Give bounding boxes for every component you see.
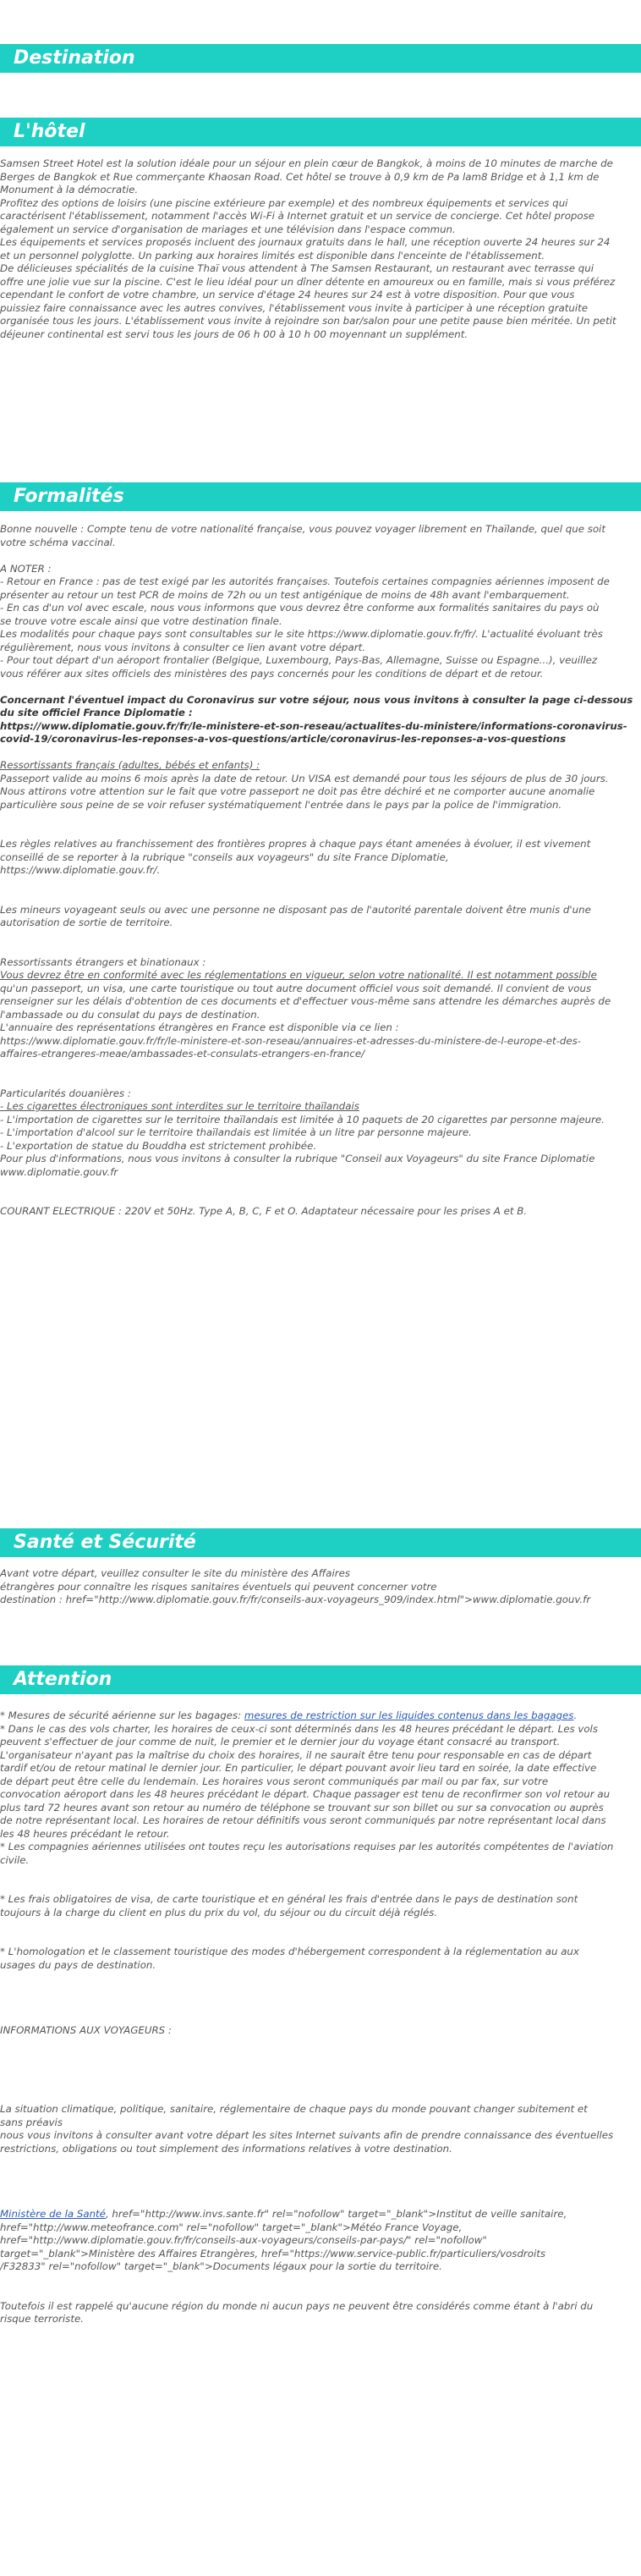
blank-line [0,1867,641,1880]
text-line: l'ambassade ou du consulat du pays de destination. [0,1008,260,1021]
blank-line [0,1985,641,1999]
section-title-hotel: L'hôtel [14,121,85,142]
text-line: cependant le confort de votre chambre, un service d'étage 24 heures sur 24 est à votre disposition. Pour que vous [0,289,575,300]
hotel-description [0,157,641,341]
text-line: qu'un passeport, un visa, une carte touristique ou tout autre document officiel vous soit demandé. Il convient de vous [0,982,592,994]
text-line: civile. [0,1853,30,1866]
blank-line [0,1179,641,1192]
text-line: Ressortissants français (adultes, bébés et enfants) : [0,759,260,771]
text-line: Passeport valide au moins 6 mois après la date de retour. Un VISA est demandé pour tous les séjours de plus de 30 jours. [0,772,609,784]
liquids-restriction-link[interactable]: mesures de restriction sur les liquides contenus dans les bagages [244,1709,574,1721]
text-line: de notre représentant local. Les horaires de retour définitifs vous seront communiqués par notre représentant local dans [0,1814,606,1826]
sante-content [0,1567,641,1607]
text-line: - L'exportation de statue du Bouddha est strictement prohibée. [0,1139,317,1152]
text-line: Particularités douanières : [0,1087,131,1099]
text-line: - L'importation de cigarettes sur le territoire thaïlandais est limitée à 10 paquets de 20 cigarettes par personne majeure. [0,1113,605,1126]
text-line: Profitez des options de loisirs (une piscine extérieure par exemple) et des nombreux équipements et services qui [0,196,568,209]
blank-line [0,812,641,825]
text-line: INFORMATIONS AUX VOYAGEURS : [0,2024,172,2036]
text-line: offre une jolie vue sur la piscine. C'est le lieu idéal pour un dîner détente en amoureux ou en famille, mais si vous préférez [0,275,616,288]
text-line: présenter au retour un test PCR de moins de 72h ou un test antigénique de moins de 48h avant l'embarquement. [0,588,570,601]
text-line: restrictions, obligations ou tout simplement des informations relatives à votre destination. [0,2142,452,2155]
blank-line [0,1919,641,1933]
text-line: caractérisent l'établissement, notamment l'accès Wi-Fi à Internet gratuit et un service de concierge. Cet hôtel propose [0,210,595,222]
blank-line [0,680,641,694]
text-line: * Dans le cas des vols charter, les horaires de ceux-ci sont déterminés dans les 48 heures précédant le départ. Les vols [0,1722,598,1735]
text-line: les 48 heures précédant le retour. [0,1827,170,1840]
text-line: covid-19/coronavirus-les-reponses-a-vos-questions/article/coronavirus-les-reponses-a-vos-questions [0,733,567,745]
text-line: - Les cigarettes électroniques sont interdites sur le territoire thaïlandais [0,1100,359,1112]
blank-line [0,2012,641,2025]
baggage-measures-line [0,1709,641,1723]
ministere-sante-link[interactable]: Ministère de la Santé [0,2208,106,2220]
text-line: target="_blank">Ministère des Affaires Etrangères, href="https://www.service-public.fr/particuliers/vosdroits [0,2247,546,2260]
text-line: Berges de Bangkok et Rue commerçante Khaosan Road. Cet hôtel se trouve à 0,9 km de Pa lam8 Bridge et à 1,1 km de [0,170,600,183]
text-line: de départ peut être celle du lendemain. Les horaires vous seront communiqués par mail ou par fax, sur votre [0,1775,549,1787]
text-line: Vous devrez être en conformité avec les réglementations en vigueur, selon votre nationalité. Il est notamment possible [0,969,597,981]
text-line: déjeuner continental est servi tous les jours de 06 h 00 à 10 h 00 moyennant un supplément. [0,328,468,340]
blank-line [0,890,641,904]
text-line: A NOTER : [0,562,52,575]
text-line: - L'importation d'alcool sur le territoire thaïlandais est limitée à un litre par personne majeure. [0,1126,472,1138]
section-header-attention [0,1665,641,1694]
text-line: Samsen Street Hotel est la solution idéale pour un séjour en plein cœur de Bangkok, à moins de 10 minutes de marche de [0,157,613,169]
text-line: régulièrement, nous vous invitons à consulter ce lien avant votre départ. [0,641,365,653]
text-line: COURANT ELECTRIQUE : 220V et 50Hz. Type A, B, C, F et O. Adaptateur nécessaire pour les prises A et B. [0,1205,528,1217]
text-line: tardif et/ou de retour matinal le dernier jour. En particulier, le départ pouvant avoir lieu tard en soirée, la date effective [0,1762,597,1774]
text-line: href="http://www.meteofrance.com" rel="nofollow" target="_blank">Météo France Voyage, [0,2221,463,2233]
text-line: La situation climatique, politique, sanitaire, réglementaire de chaque pays du monde pouvant changer subitement et [0,2103,588,2115]
text-line: * Les frais obligatoires de visa, de carte touristique et en général les frais d'entrée dans le pays de destination sont [0,1893,578,1905]
health-links-line [0,2208,641,2221]
blank-line [0,1074,641,1087]
blank-line [0,2077,641,2090]
text-line: affaires-etrangeres-meae/ambassades-et-consulats-etrangers-en-france/ [0,1048,365,1060]
text-line: - Pour tout départ d'un aéroport frontalier (Belgique, Luxembourg, Pays-Bas, Allemagne, Suisse ou Espagne...), veuillez [0,654,598,666]
blank-line [0,2169,641,2182]
text-line: également un service d'organisation de mariages et une télévision dans l'espace commun. [0,223,456,235]
baggage-measures-prefix: * Mesures de sécurité aérienne sur les bagages: [0,1709,244,1721]
text-line: https://www.diplomatie.gouv.fr/fr/le-ministere-et-son-reseau/actualites-du-ministere/informations-coronavirus- [0,719,627,732]
text-line: toujours à la charge du client en plus du prix du vol, du séjour ou du circuit déjà réglés. [0,1906,438,1918]
text-line: href="http://www.diplomatie.gouv.fr/fr/conseils-aux-voyageurs/conseils-par-pays/" rel="nofollow" [0,2234,487,2246]
text-line: se trouve votre escale ainsi que votre destination finale. [0,614,282,627]
blank-line [0,1061,641,1075]
section-header-hotel [0,118,641,146]
text-line: Ressortissants étrangers et binationaux : [0,955,206,968]
baggage-measures-suffix: . [573,1709,578,1721]
text-line: Nous attirons votre attention sur le fait que votre passeport ne doit pas être déchiré et ne comporter aucune anomalie [0,785,595,797]
blank-line [0,825,641,839]
blank-line [0,2182,641,2195]
text-line: usages du pays de destination. [0,1958,156,1971]
text-line: Les règles relatives au franchissement des frontières propres à chaque pays étant amenées à évoluer, il est vivement [0,838,591,850]
text-line: Monument à la démocratie. [0,184,139,195]
section-header-sante [0,1528,641,1557]
blank-line [0,2090,641,2104]
blank-line [0,2155,641,2169]
text-line: étrangères pour connaître les risques sanitaires éventuels qui peuvent concerner votre [0,1580,437,1593]
section-header-destination [0,44,641,73]
text-line: nous vous invitons à consulter avant votre départ les sites Internet suivants afin de prendre connaissance des éventuelles [0,2129,614,2141]
blank-line [0,2050,641,2064]
text-line: vous référer aux sites officiels des ministères des pays concernés pour les conditions de départ et de retour. [0,667,544,680]
text-line: Bonne nouvelle : Compte tenu de votre nationalité française, vous pouvez voyager librement en Thaïlande, quel que soit [0,523,605,535]
text-line: risque terroriste. [0,2313,84,2325]
text-line: peuvent s'effectuer de jour comme de nuit, le premier et le dernier jour du voyage étant consacré au transport. [0,1736,561,1748]
text-line: De délicieuses spécialités de la cuisine Thaï vous attendent à The Samsen Restaurant, un restaurant avec terrasse qui [0,262,594,274]
text-line: du site officiel France Diplomatie : [0,707,193,718]
text-line: particulière sous peine de se voir refuser systématiquement l'entrée dans le pays par la police de l'immigration. [0,798,562,811]
text-line: https://www.diplomatie.gouv.fr/. [0,864,161,876]
blank-line [0,2195,641,2209]
blank-line [0,943,641,956]
section-title-formalites: Formalités [14,486,124,507]
text-line: organisée tous les jours. L'établissement vous invite à rejoindre son bar/salon pour une petite pause bien méritée. Un petit [0,315,616,327]
text-line: votre schéma vaccinal. [0,536,116,548]
text-line: plus tard 72 heures avant son retour au numéro de téléphone se trouvant sur son billet ou sur sa convocation ou auprès [0,1801,604,1814]
blank-line [0,2038,641,2051]
text-line: renseigner sur les délais d'obtention de ces documents et d'effectuer vous-même sans attendre les démarches auprès de [0,995,611,1007]
text-line: www.diplomatie.gouv.fr [0,1165,118,1178]
text-line: L'organisateur n'ayant pas la maîtrise du choix des horaires, il ne saurait être tenu pour responsable en cas de départ [0,1748,592,1761]
blank-line [0,2274,641,2287]
text-line: Les modalités pour chaque pays sont consultables sur le site https://www.diplomatie.gouv.fr/fr/. L'actualité évoluant très [0,628,603,640]
blank-line [0,1998,641,2012]
text-line: puissiez faire connaissance avec les autres convives, l'établissement vous invite à participer à une réception gratuite [0,301,589,314]
text-line: Toutefois il est rappelé qu'aucune région du monde ni aucun pays ne peuvent être considérés comme étant à l'abri du [0,2299,594,2312]
text-line: Pour plus d'informations, nous vous invitons à consulter la rubrique "Conseil aux Voyageurs" du site France Diplomatie [0,1153,595,1164]
section-header-formalites [0,482,641,511]
text-line: autorisation de sortie de territoire. [0,916,173,928]
text-line: destination : href="http://www.diplomatie.gouv.fr/fr/conseils-aux-voyageurs_909/index.html">www.diplomatie.gouv.fr [0,1593,591,1605]
blank-line [0,1880,641,1894]
text-line: Avant votre départ, veuillez consulter le site du ministère des Affaires [0,1567,351,1579]
blank-line [0,1972,641,1985]
text-line: https://www.diplomatie.gouv.fr/fr/le-ministere-et-son-reseau/annuaires-et-adresses-du-ministere-de-l-europe-et-des- [0,1034,582,1047]
text-line: * L'homologation et le classement touristique des modes d'hébergement correspondent à la réglementation au aux [0,1946,579,1957]
blank-line [0,1192,641,1206]
text-line: conseillé de se reporter à la rubrique "conseils aux voyageurs" du site France Diplomatie, [0,850,449,863]
blank-line [0,1933,641,1946]
blank-line [0,2064,641,2078]
text-line: Les mineurs voyageant seuls ou avec une personne ne disposant pas de l'autorité parentale doivent être munis d'une [0,903,591,916]
text-line: convocation aéroport dans les 48 heures précédant le départ. Chaque passager est tenu de reconfirmer son vol retour au [0,1788,611,1800]
text-line: sans préavis [0,2116,63,2128]
text-line: - En cas d'un vol avec escale, nous vous informons que vous devrez être conforme aux formalités sanitaires du pays où [0,602,600,614]
text-line: /F32833" rel="nofollow" target="_blank">Documents légaux pour la sortie du territoire. [0,2260,442,2272]
text-line: Les équipements et services proposés incluent des journaux gratuits dans le hall, une réception ouverte 24 heures sur 24 [0,236,611,248]
text-line: Concernant l'éventuel impact du Coronavirus sur votre séjour, nous vous invitons à consulter la page ci-dessous [0,693,633,706]
blank-line [0,878,641,891]
section-title-destination: Destination [14,47,135,69]
text-line: - Retour en France : pas de test exigé par les autorités françaises. Toutefois certaines compagnies aériennes imposent de [0,575,610,587]
blank-line [0,746,641,760]
health-links-suffix: , href="http://www.invs.sante.fr" rel="nofollow" target="_blank">Institut de veille sanitaire, [105,2208,567,2220]
section-title-sante: Santé et Sécurité [14,1532,196,1553]
blank-line [0,2287,641,2300]
text-line: et un personnel polyglotte. Un parking aux horaires limités est disponible dans l'enceinte de l'établissement. [0,249,545,261]
section-title-attention: Attention [14,1669,112,1690]
attention-content [0,1709,641,2326]
text-line: L'annuaire des représentations étrangères en France est disponible via ce lien : [0,1021,399,1033]
formalites-content [0,523,641,1219]
blank-line [0,549,641,563]
text-line: * Les compagnies aériennes utilisées ont toutes reçu les autorisations requises par les autorités compétentes de l'aviation [0,1841,614,1852]
blank-line [0,930,641,944]
